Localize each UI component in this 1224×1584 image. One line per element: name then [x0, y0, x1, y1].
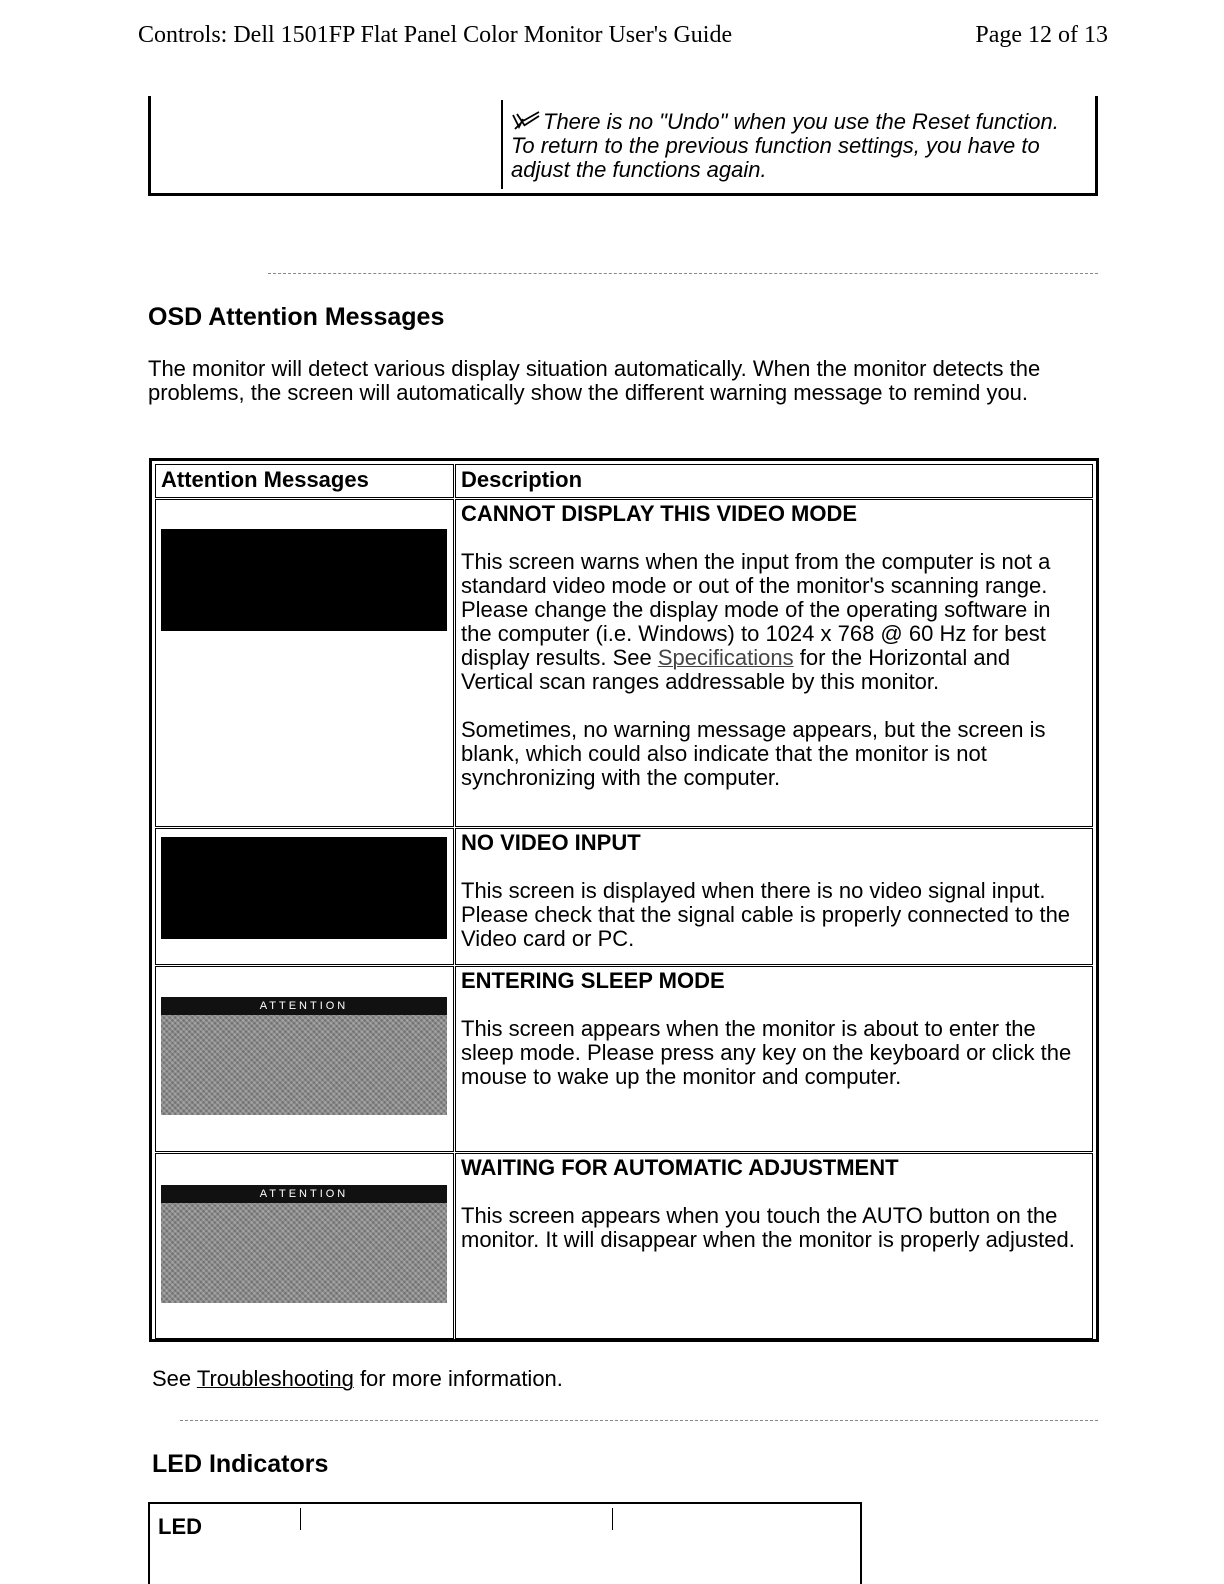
table-row-description: [455, 828, 1093, 965]
message-title: WAITING FOR AUTOMATIC ADJUSTMENT: [461, 1155, 899, 1180]
table-row-image-cell: [155, 966, 454, 1152]
led-table-divider: [300, 1508, 301, 1530]
note-table-divider: [501, 100, 503, 189]
osd-section-title: OSD Attention Messages: [148, 303, 445, 331]
cannot-display-screen-image: [161, 529, 447, 631]
document-title: Controls: Dell 1501FP Flat Panel Color Monitor User's Guide: [138, 22, 733, 48]
message-description: This screen appears when the monitor is about to enter the sleep mode. Please press any key on the keyboard or click the mouse to wake up the monitor and computer.: [461, 1016, 1072, 1089]
message-description: This screen appears when you touch the AUTO button on the monitor. It will disappear when the monitor is properly adjusted.: [461, 1203, 1075, 1252]
table-header-attention: [155, 464, 454, 498]
message-title: ENTERING SLEEP MODE: [461, 968, 725, 993]
page-header: [138, 18, 1108, 52]
troubleshooting-link[interactable]: Troubleshooting: [196, 1366, 354, 1391]
page-number: Page 12 of 13: [975, 22, 1108, 48]
message-note: Sometimes, no warning message appears, but the screen is blank, which could also indicate that the monitor is not synchronizing with the computer.: [461, 717, 1046, 790]
reference-text: See: [152, 1366, 197, 1391]
auto-adjust-screen-image: [161, 1185, 447, 1303]
section-divider: [180, 1420, 1098, 1421]
table-row-image-cell: [155, 1153, 454, 1339]
message-description: This screen is displayed when there is no video signal input. Please check that the signal cable is properly connected to the Video card or PC.: [461, 878, 1071, 951]
message-title: CANNOT DISPLAY THIS VIDEO MODE: [461, 501, 858, 526]
osd-intro-paragraph: The monitor will detect various display situation automatically. When the monitor detects the problems, the screen will automatically show the different warning message to remind you.: [148, 356, 1041, 405]
led-column-header: LED: [158, 1514, 202, 1539]
sleep-mode-screen-image: [161, 997, 447, 1115]
attention-messages-table: [149, 458, 1099, 1342]
table-row-description: [455, 1153, 1093, 1339]
note-text: There is no "Undo" when you use the Reset function. To return to the previous function settings, you have to adjust the functions again.: [511, 109, 1059, 182]
led-indicators-table: [148, 1502, 862, 1584]
header-label: Description: [461, 467, 583, 492]
table-row-description: [455, 966, 1093, 1152]
table-row-image-cell: [155, 499, 454, 827]
section-divider: [268, 273, 1098, 274]
header-label: Attention Messages: [161, 467, 369, 492]
specifications-link[interactable]: Specifications: [657, 645, 794, 670]
description-text: This screen warns when the input from the computer is not a standard video mode or out of the monitor's scanning range. Please change the display mode of the operating software in the computer (i.e. Windows) to 1024 x 768 @ 60 Hz for best display results. See: [461, 549, 1051, 670]
troubleshooting-reference: [152, 1366, 563, 1392]
attention-screen-label: ATTENTION: [259, 1188, 349, 1200]
note-table: [148, 96, 1098, 196]
reset-note: [511, 110, 1071, 182]
reference-text: for more information.: [353, 1366, 563, 1391]
table-row-image-cell: [155, 828, 454, 965]
message-description: [461, 550, 1086, 694]
led-section-title: LED Indicators: [152, 1450, 329, 1478]
description-text: for the Horizontal and Vertical scan ranges addressable by this monitor.: [461, 645, 1011, 694]
table-header-description: [455, 464, 1093, 498]
led-table-divider: [612, 1508, 613, 1530]
no-video-input-screen-image: [161, 837, 447, 939]
note-pencil-icon: [511, 111, 541, 131]
table-row-description: [455, 499, 1093, 827]
message-title: NO VIDEO INPUT: [461, 830, 641, 855]
attention-screen-label: ATTENTION: [259, 1000, 349, 1012]
